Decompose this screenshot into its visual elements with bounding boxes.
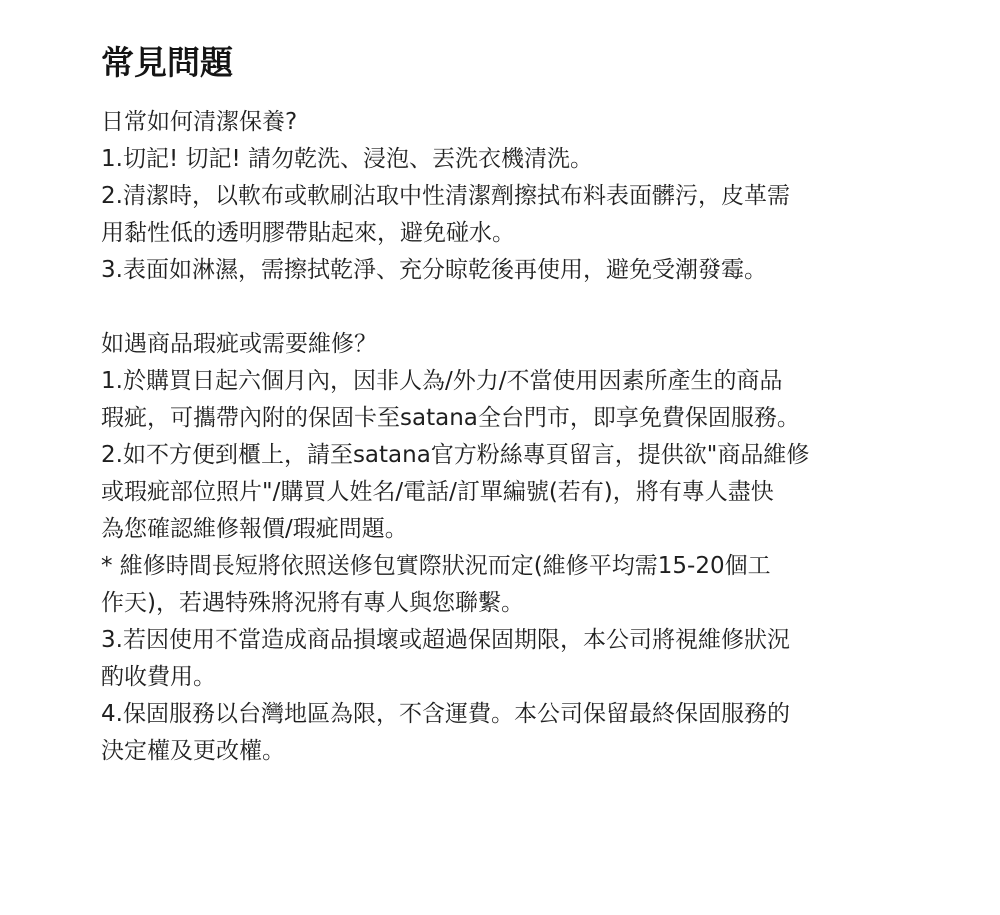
faq-answer-line: 或瑕疵部位照片"/購買人姓名/電話/訂單編號(若有)，將有專人盡快	[101, 479, 774, 505]
faq-answer-line: 3.若因使用不當造成商品損壞或超過保固期限，本公司將視維修狀況	[101, 627, 790, 653]
faq-answer-line: 3.表面如淋濕，需擦拭乾淨、充分晾乾後再使用，避免受潮發霉。	[101, 257, 767, 283]
faq-question-care: 日常如何清潔保養?	[101, 109, 298, 135]
faq-answer-line: * 維修時間長短將依照送修包實際狀況而定(維修平均需15-20個工	[101, 553, 771, 579]
faq-answer-line: 2.清潔時，以軟布或軟刷沾取中性清潔劑擦拭布料表面髒污，皮革需	[101, 183, 790, 209]
faq-section-repair	[101, 326, 900, 770]
faq-answer-line: 1.於購買日起六個月內，因非人為/外力/不當使用因素所產生的商品	[101, 368, 783, 394]
faq-answer-line: 酌收費用。	[101, 664, 216, 690]
faq-answer-line: 決定權及更改權。	[101, 738, 285, 764]
faq-answer-line: 2.如不方便到櫃上，請至satana官方粉絲專頁留言，提供欲"商品維修	[101, 442, 810, 468]
faq-question-repair: 如遇商品瑕疵或需要維修？	[101, 331, 377, 357]
faq-answer-line: 1.切記! 切記! 請勿乾洗、浸泡、丟洗衣機清洗。	[101, 146, 594, 172]
faq-answer-line: 4.保固服務以台灣地區為限，不含運費。本公司保留最終保固服務的	[101, 701, 790, 727]
faq-answer-line: 作天)，若遇特殊將況將有專人與您聯繫。	[101, 590, 524, 616]
faq-answer-line: 瑕疵，可攜帶內附的保固卡至satana全台門市，即享免費保固服務。	[101, 405, 800, 431]
faq-section-care	[101, 104, 900, 289]
faq-answer-line: 為您確認維修報價/瑕疵問題。	[101, 516, 408, 542]
page-title: 常見問題	[101, 43, 233, 82]
faq-answer-line: 用黏性低的透明膠帶貼起來，避免碰水。	[101, 220, 515, 246]
